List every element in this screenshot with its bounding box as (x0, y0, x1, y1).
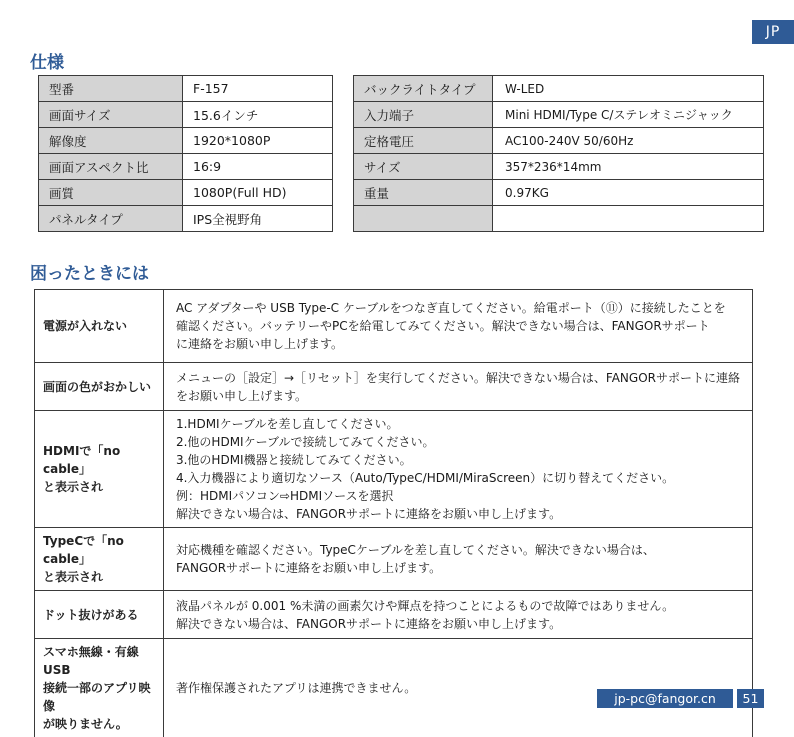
solution-line: 3.他のHDMI機器と接続してみてください。 (175, 453, 412, 467)
spec-row (354, 180, 764, 206)
troubleshooting-table (34, 289, 753, 737)
spec-label: 解像度 (39, 128, 183, 154)
language-badge: JP (752, 20, 794, 44)
issue-text: が映りません。 (43, 717, 128, 731)
issue-text: 接続一部のアプリ映像 (43, 681, 151, 713)
spec-value: IPS全視野角 (183, 206, 333, 232)
spec-value: 1080P(Full HD) (183, 180, 333, 206)
spec-label: 画面サイズ (39, 102, 183, 128)
spec-label: サイズ (354, 154, 493, 180)
spec-value: Mini HDMI/Type C/ステレオミニジャック (493, 102, 764, 128)
spec-value: 16:9 (183, 154, 333, 180)
spec-value: F-157 (183, 76, 333, 102)
issue-cell (35, 591, 164, 639)
issue-text: 電源が入れない (43, 319, 128, 333)
issue-cell (35, 411, 164, 528)
spec-label (354, 206, 493, 232)
solution-line: に連絡をお願い申し上げます。 (175, 337, 344, 351)
spec-value: 0.97KG (493, 180, 764, 206)
spec-row (354, 154, 764, 180)
solution-cell (163, 411, 752, 528)
troubleshooting-row (35, 411, 753, 528)
solution-line: AC アダプターや USB Type-C ケーブルをつなぎ直してください。給電ポート（⑪）に接続したことを (175, 301, 726, 315)
page-number: 51 (737, 689, 764, 708)
solution-cell (163, 591, 752, 639)
troubleshooting-row (35, 639, 753, 737)
issue-text: スマホ無線・有線USB (43, 645, 139, 677)
spec-row (354, 128, 764, 154)
spec-label: パネルタイプ (39, 206, 183, 232)
solution-line: 2.他のHDMIケーブルで接続してみてください。 (175, 435, 435, 449)
solution-line: 1.HDMIケーブルを差し直してください。 (175, 417, 399, 431)
solution-line: 解決できない場合は、FANGORサポートに連絡をお願い申し上げます。 (175, 507, 562, 521)
spec-row (39, 180, 333, 206)
spec-row (39, 76, 333, 102)
spec-row (354, 76, 764, 102)
issue-text: と表示され (43, 480, 104, 494)
spec-value (493, 206, 764, 232)
spec-value: W-LED (493, 76, 764, 102)
spec-label: 入力端子 (354, 102, 493, 128)
troubleshooting-row (35, 363, 753, 411)
spec-row (39, 154, 333, 180)
spec-label: バックライトタイプ (354, 76, 493, 102)
solution-line: 対応機種を確認ください。TypeCケーブルを差し直してください。解決できない場合は、 (175, 543, 655, 557)
troubleshooting-row (35, 290, 753, 363)
spec-row (39, 128, 333, 154)
troubleshooting-row (35, 528, 753, 591)
spec-value: AC100-240V 50/60Hz (493, 128, 764, 154)
spec-value: 15.6インチ (183, 102, 333, 128)
solution-line: 著作権保護されたアプリは連携できません。 (175, 681, 417, 695)
solution-line: をお願い申し上げます。 (175, 388, 308, 403)
issue-cell (35, 363, 164, 411)
issue-text: TypeCで「no cable」 (43, 534, 124, 566)
solution-line: FANGORサポートに連絡をお願い申し上げます。 (175, 561, 442, 575)
spec-table-left (38, 75, 333, 232)
solution-line: 解決できない場合は、FANGORサポートに連絡をお願い申し上げます。 (175, 616, 562, 631)
issue-cell (35, 290, 164, 363)
solution-line: 4.入力機器により適切なソース（Auto/TypeC/HDMI/MiraScreen）に切り替えてください。 (175, 471, 675, 485)
troubleshooting-section-title: 困ったときには (30, 264, 149, 284)
issue-text: と表示され (43, 570, 104, 584)
issue-text: 画面の色がおかしい (43, 379, 152, 394)
solution-line: メニューの［設定］→［リセット］を実行してください。解決できない場合は、FANGORサポートに連絡 (175, 370, 740, 385)
troubleshooting-row (35, 591, 753, 639)
spec-row (354, 102, 764, 128)
issue-cell (35, 528, 164, 591)
spec-value: 1920*1080P (183, 128, 333, 154)
solution-cell (163, 528, 752, 591)
spec-value: 357*236*14mm (493, 154, 764, 180)
spec-section-title: 仕様 (30, 53, 64, 73)
spec-row-empty (354, 206, 764, 232)
spec-row (39, 206, 333, 232)
issue-text: ドット抜けがある (43, 607, 139, 622)
spec-label: 画質 (39, 180, 183, 206)
spec-label: 画面アスペクト比 (39, 154, 183, 180)
solution-cell (163, 290, 752, 363)
spec-label: 型番 (39, 76, 183, 102)
spec-table-right (353, 75, 764, 232)
support-email: jp-pc@fangor.cn (597, 689, 733, 708)
solution-line: 例：HDMIパソコン⇨HDMIソースを選択 (175, 489, 394, 503)
spec-label: 定格電圧 (354, 128, 493, 154)
spec-row (39, 102, 333, 128)
issue-cell (35, 639, 164, 737)
issue-text: HDMIで「no cable」 (43, 444, 121, 476)
solution-line: 液晶パネルが 0.001 %未満の画素欠けや輝点を持つことによるもので故障ではありません。 (175, 598, 675, 613)
spec-label: 重量 (354, 180, 493, 206)
solution-line: 確認ください。バッテリーやPCを給電してみてください。解決できない場合は、FANGORサポート (175, 319, 710, 333)
solution-cell (163, 363, 752, 411)
solution-cell (163, 639, 752, 737)
